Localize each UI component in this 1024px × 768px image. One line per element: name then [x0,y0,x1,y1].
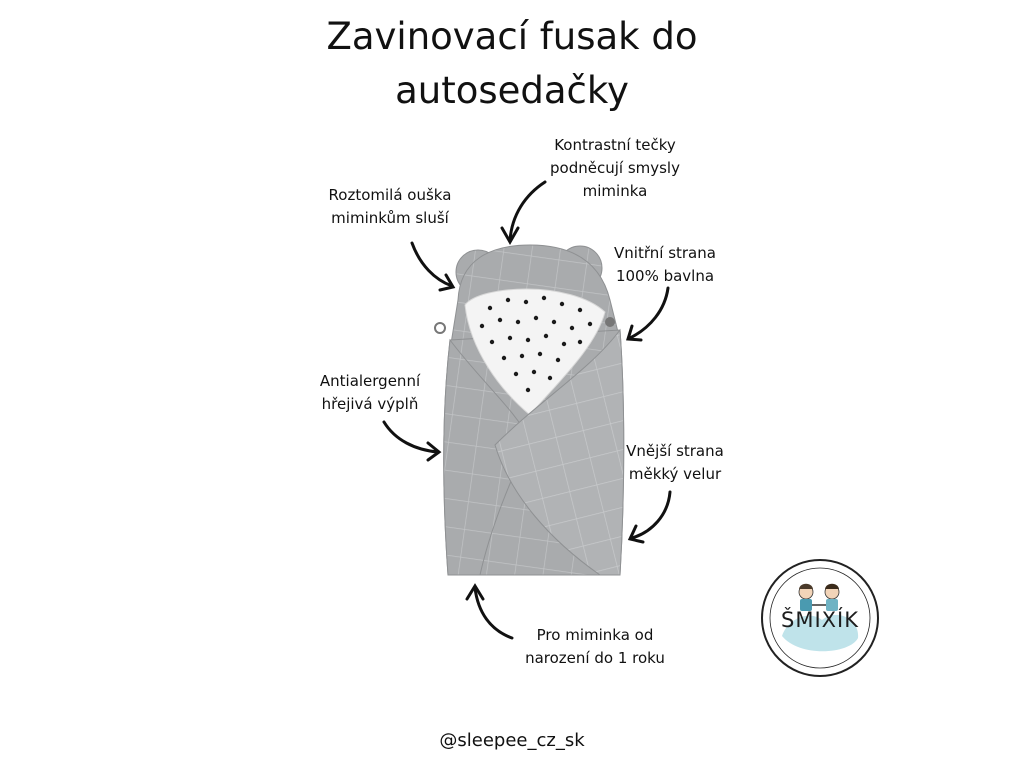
callout-line: hřejivá výplň [321,395,419,413]
callout-line: Roztomilá ouška [328,186,452,204]
right-toggle [605,317,615,327]
callout-line: Vnitřní strana [614,244,716,262]
logo-wordmark: ŠMIXÍK [781,608,859,632]
left-toggle [435,323,445,333]
smixik-logo [760,558,880,678]
callout-line: měkký velur [628,465,722,483]
callout-line: miminkům sluší [331,209,449,227]
callout-line: Kontrastní tečky [554,136,676,154]
callout-line: narození do 1 roku [525,649,665,667]
social-handle: @sleepee_cz_sk [439,730,585,751]
callout-line: miminka [582,182,648,200]
callout-line: Pro miminka od [536,626,654,644]
title-line-2: autosedačky [395,69,629,112]
baby-nest-image [420,240,640,580]
callout-line: podněcují smysly [550,159,680,177]
callout-line: Vnější strana [626,442,724,460]
callout-line: Antialergenní [319,372,421,390]
title-line-1: Zavinovací fusak do [326,15,698,58]
callout-line: 100% bavlna [615,267,715,285]
